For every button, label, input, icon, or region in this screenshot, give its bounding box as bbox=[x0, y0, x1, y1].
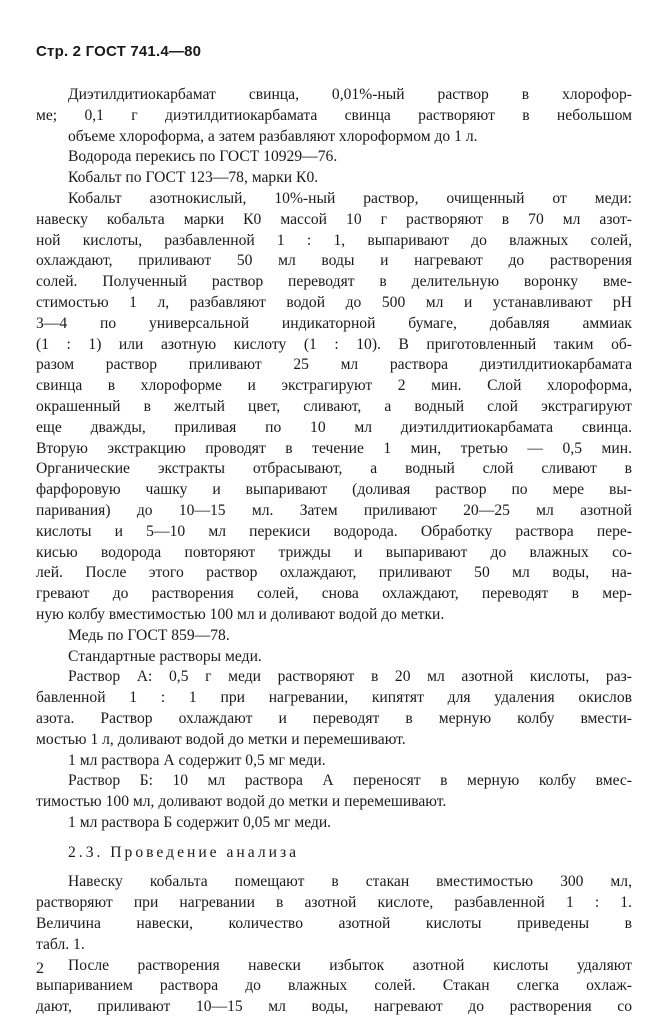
text-line: тимостью 100 мл, доливают водой до метки и перемешивают. bbox=[36, 793, 447, 811]
text-line: 1 мл раствора А содержит 0,5 мг меди. bbox=[68, 751, 326, 769]
text-line: табл. 1. bbox=[36, 935, 85, 953]
text-line: Раствор Б: 10 мл раствора А переносят в мерную колбу вмес- bbox=[68, 772, 632, 790]
text-line: Вторую экстракцию проводят в течение 1 мин, третью — 0,5 мин. bbox=[36, 439, 632, 457]
text-line: охлаждают, приливают 50 мл воды и нагревают до растворения bbox=[36, 252, 632, 270]
text-line: Навеску кобальта помещают в стакан вместимостью 300 мл, bbox=[68, 873, 632, 891]
text-line: лей. После этого раствор охлаждают, приливают 50 мл воды, на- bbox=[36, 564, 632, 582]
text-line: (1 : 1) или азотную кислоту (1 : 10). В приготовленный таким об- bbox=[36, 335, 632, 353]
text-line: Стандартные растворы меди. bbox=[68, 647, 262, 665]
text-line: солей. Полученный раствор переводят в делительную воронку вме- bbox=[36, 273, 632, 291]
text-line: разом раствор приливают 25 мл раствора диэтилдитиокарбамата bbox=[36, 356, 632, 374]
document-body bbox=[36, 85, 632, 1018]
text-line: гревают до растворения солей, снова охлаждают, переводят в мер- bbox=[36, 585, 632, 603]
text-line: растворяют при нагревании в азотной кислоте, разбавленной 1 : 1. bbox=[36, 894, 632, 912]
text-line: окрашенный в желтый цвет, сливают, а водный слой экстрагируют bbox=[36, 397, 632, 415]
text-line: фарфоровую чашку и выпаривают (доливая раствор по мере вы- bbox=[36, 481, 632, 499]
section-heading: 2.3. Проведение анализа bbox=[68, 843, 300, 861]
text-line: Кобальт по ГОСТ 123—78, марки К0. bbox=[68, 169, 319, 187]
text-line: азота. Раствор охлаждают и переводят в мерную колбу вмести- bbox=[36, 709, 632, 727]
text-line: кисью водорода повторяют трижды и выпаривают до влажных со- bbox=[36, 543, 632, 561]
text-line: 1 мл раствора Б содержит 0,05 мг меди. bbox=[68, 813, 332, 831]
text-line: стимостью 1 л, разбавляют водой до 500 мл и устанавливают pH bbox=[36, 293, 632, 311]
text-line: После растворения навески избыток азотной кислоты удаляют bbox=[68, 956, 632, 974]
text-line: ме; 0,1 г диэтилдитиокарбамата свинца растворяют в небольшом bbox=[36, 106, 632, 124]
text-line: паривания) до 10—15 мл. Затем приливают 20—25 мл азотной bbox=[36, 501, 632, 519]
text-line: свинца в хлороформе и экстрагируют 2 мин. Слой хлороформа, bbox=[36, 377, 632, 395]
text-line: Водорода перекись по ГОСТ 10929—76. bbox=[68, 148, 338, 166]
text-line: 3—4 по универсальной индикаторной бумаге, добавляя аммиак bbox=[36, 314, 632, 332]
text-line: кислоты и 5—10 мл перекиси водорода. Обработку раствора пере- bbox=[36, 522, 632, 540]
text-line: Кобальт азотнокислый, 10%-ный раствор, очищенный от меди: bbox=[68, 189, 632, 207]
text-line: дают, приливают 10—15 мл воды, нагревают до растворения со bbox=[36, 998, 632, 1016]
text-line: Диэтилдитиокарбамат свинца, 0,01%-ный раствор в хлорофор- bbox=[68, 86, 632, 103]
page-header: Стр. 2 ГОСТ 741.4—80 bbox=[36, 43, 202, 60]
text-line: Медь по ГОСТ 859—78. bbox=[68, 626, 230, 644]
spacer bbox=[36, 834, 632, 843]
text-line: еще дважды, приливая по 10 мл диэтилдитиокарбамата свинца. bbox=[36, 418, 632, 436]
text-line: Органические экстракты отбрасывают, а водный слой сливают в bbox=[36, 460, 632, 478]
text-line: объеме хлороформа, а затем разбавляют хлороформом до 1 л. bbox=[68, 127, 478, 145]
text-line: Раствор А: 0,5 г меди растворяют в 20 мл азотной кислоты, раз- bbox=[68, 668, 632, 686]
text-line: навеску кобальта марки К0 массой 10 г растворяют в 70 мл азот- bbox=[36, 210, 632, 228]
text-line: мостью 1 л, доливают водой до метки и перемешивают. bbox=[36, 730, 406, 748]
text-line: ную колбу вместимостью 100 мл и доливают водой до метки. bbox=[36, 605, 445, 623]
text-line: ной кислоты, разбавленной 1 : 1, выпаривают до влажных солей, bbox=[36, 231, 632, 249]
page-number: 2 bbox=[36, 960, 44, 977]
text-line: бавленной 1 : 1 при нагревании, кипятят для удаления окислов bbox=[36, 689, 632, 707]
spacer bbox=[36, 863, 632, 872]
text-line: Величина навески, количество азотной кислоты приведены в bbox=[36, 915, 632, 933]
text-line: выпариванием раствора до влажных солей. Стакан слегка охлаж- bbox=[36, 977, 632, 995]
